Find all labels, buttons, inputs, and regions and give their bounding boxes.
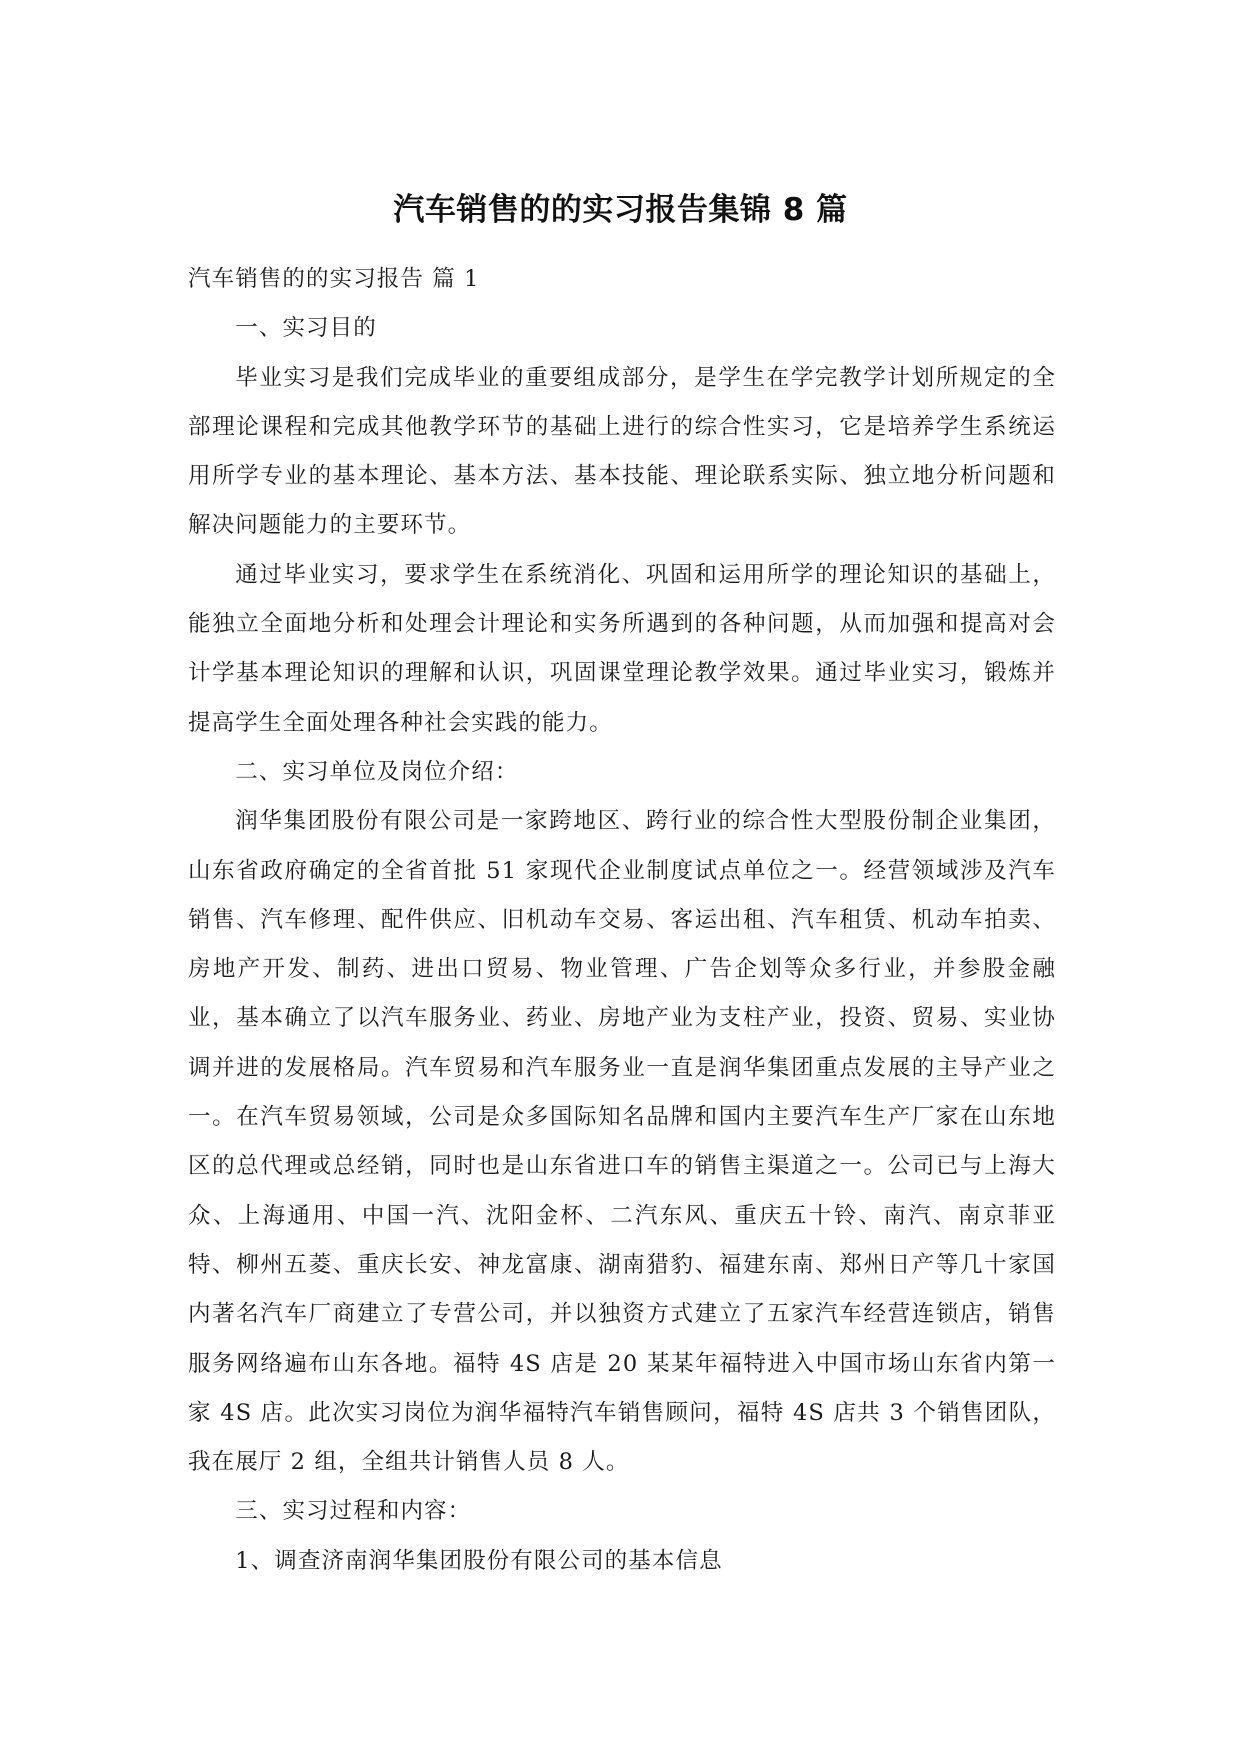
subsection-heading-survey: 1、调查济南润华集团股份有限公司的基本信息 [235,1547,723,1574]
document-body [188,255,1056,1586]
report-subtitle: 汽车销售的的实习报告 篇 1 [188,266,480,292]
paragraph-company-intro: 润华集团股份有限公司是一家跨地区、跨行业的综合性大型股份制企业集团，山东省政府确定的全省首批 51 家现代企业制度试点单位之一。经营领域涉及汽车销售、汽车修理、配件供应、旧机动车交易、客运出租、汽车租赁、机动车拍卖、房地产开发、制药、进出口贸易、物业管理、广告企划等众多行业，并参股金融业，基本确立了以汽车服务业、药业、房地产业为支柱产业，投资、贸易、实业协调并进的发展格局。汽车贸易和汽车服务业一直是润华集团重点发展的主导产业之一。在汽车贸易领域，公司是众多国际知名品牌和国内主要汽车生产厂家在山东地区的总代理或总经销，同时也是山东省进口车的销售主渠道之一。公司已与上海大众、上海通用、中国一汽、沈阳金杯、二汽东风、重庆五十铃、南汽、南京菲亚特、柳州五菱、重庆长安、神龙富康、湖南猎豹、福建东南、郑州日产等几十家国内著名汽车厂商建立了专营公司，并以独资方式建立了五家汽车经营连锁店，销售服务网络遍布山东各地。福特 4S 店是 20 某某年福特进入中国市场山东省内第一家 4S 店。此次实习岗位为润华福特汽车销售顾问，福特 4S 店共 3 个销售团队，我在展厅 2 组，全组共计销售人员 8 人。 [188,808,1056,1476]
document-title: 汽车销售的的实习报告集锦 8 篇 [393,192,848,228]
section-heading-process: 三、实习过程和内容： [235,1498,472,1525]
paragraph-purpose-2: 通过毕业实习，要求学生在系统消化、巩固和运用所学的理论知识的基础上，能独立全面地分析和处理会计理论和实务所遇到的各种问题，从而加强和提高对会计学基本理论知识的理解和认识，巩固课堂理论教学效果。通过毕业实习，锻炼并提高学生全面处理各种社会实践的能力。 [188,561,1056,736]
section-heading-company: 二、实习单位及岗位介绍： [235,758,519,785]
section-heading-purpose: 一、实习目的 [235,315,377,342]
paragraph-purpose-1: 毕业实习是我们完成毕业的重要组成部分，是学生在学完教学计划所规定的全部理论课程和完成其他教学环节的基础上进行的综合性实习，它是培养学生系统运用所学专业的基本理论、基本方法、基本技能、理论联系实际、独立地分析问题和解决问题能力的主要环节。 [188,364,1056,539]
